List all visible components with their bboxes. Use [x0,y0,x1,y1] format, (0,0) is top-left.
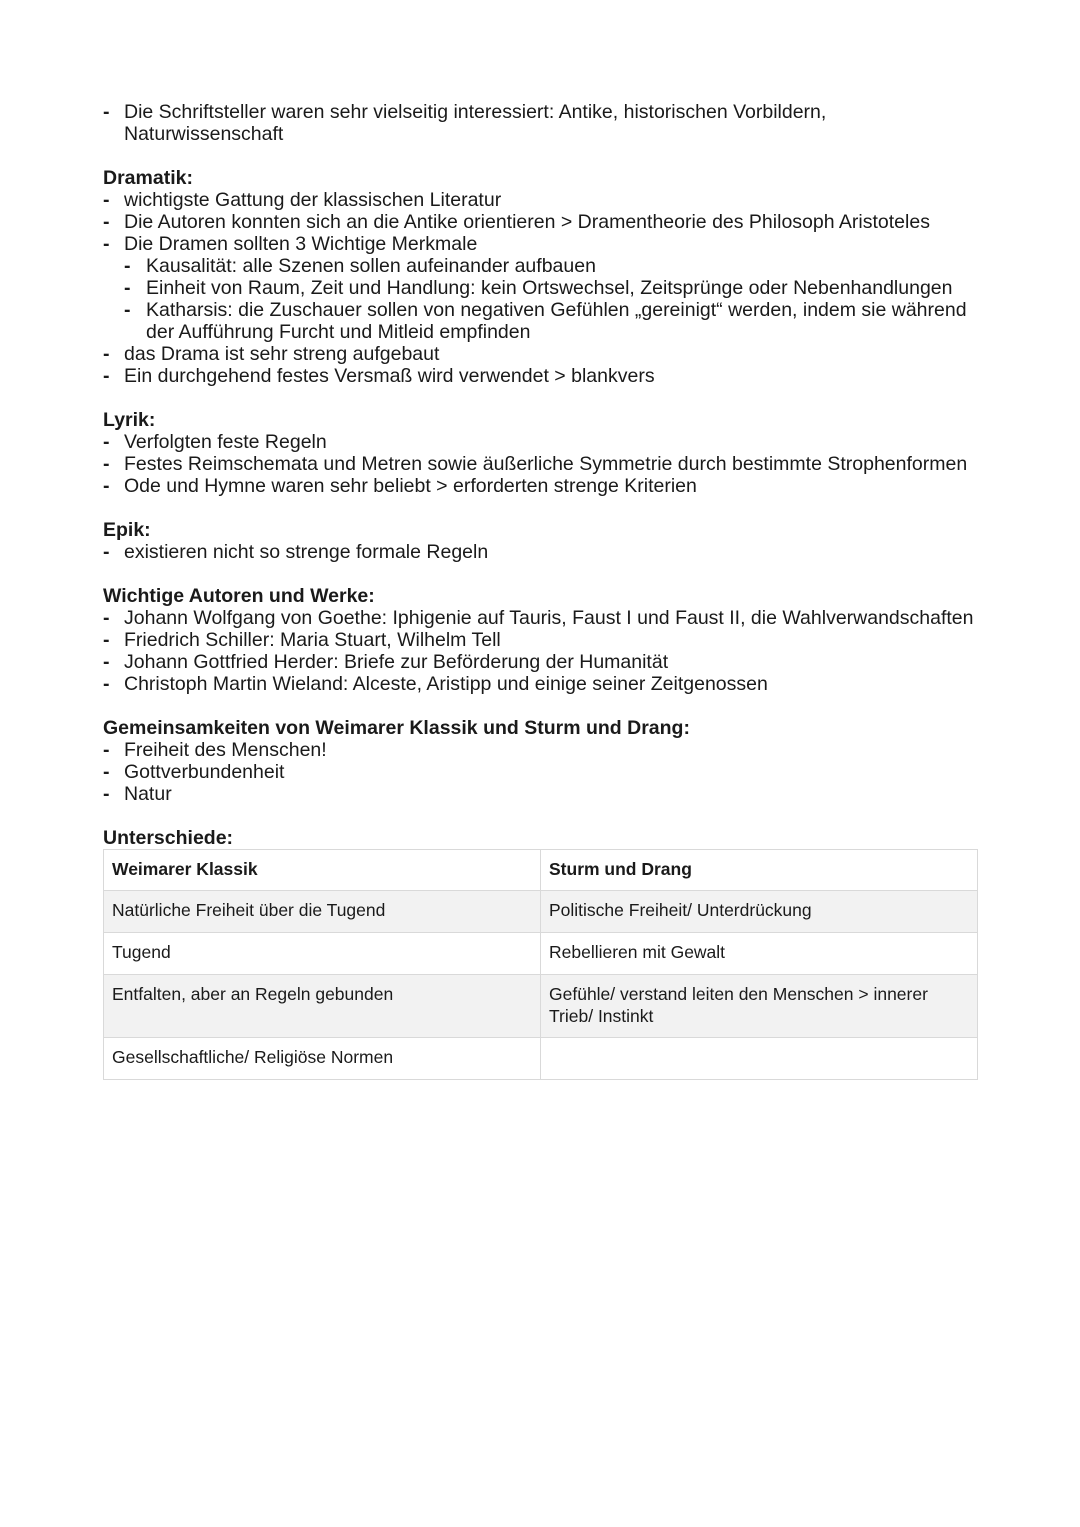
intro-list [103,101,983,145]
gemeinsamkeiten-list [103,739,983,805]
dramatik-list [103,189,983,387]
column-header: Weimarer Klassik [104,850,541,891]
list-item: - Christoph Martin Wieland: Alceste, Aristipp und einige seiner Zeitgenossen [103,673,983,695]
section-epik [103,519,983,563]
section-heading: Gemeinsamkeiten von Weimarer Klassik und Sturm und Drang: [103,717,690,739]
list-item: - Natur [103,783,983,805]
list-item: - Johann Wolfgang von Goethe: Iphigenie auf Tauris, Faust I und Faust II, die Wahlverwandschaften [103,607,983,629]
table-cell [541,1038,978,1080]
section-heading: Epik: [103,519,151,541]
list-item [103,233,983,343]
table-cell: Gesellschaftliche/ Religiöse Normen [104,1038,541,1080]
sublist-item: - Einheit von Raum, Zeit und Handlung: kein Ortswechsel, Zeitsprünge oder Nebenhandlungen [124,277,983,299]
list-item: - Festes Reimschemata und Metren sowie äußerliche Symmetrie durch bestimmte Strophenformen [103,453,983,475]
section-dramatik [103,167,983,387]
section-heading: Unterschiede: [103,827,234,849]
section-heading: Dramatik: [103,167,193,189]
epik-list [103,541,983,563]
table-row [104,1038,978,1080]
table-header-row [104,850,978,891]
table-row [104,933,978,975]
table-row [104,891,978,933]
section-lyrik [103,409,983,497]
table-cell: Entfalten, aber an Regeln gebunden [104,975,541,1038]
table-cell: Tugend [104,933,541,975]
dramatik-sublist [124,255,983,343]
autoren-list [103,607,983,695]
list-item-text: Die Dramen sollten 3 Wichtige Merkmale [124,233,478,255]
list-item: - Gottverbundenheit [103,761,983,783]
lyrik-list [103,431,983,497]
list-item: - existieren nicht so strenge formale Regeln [103,541,983,563]
list-item: - Freiheit des Menschen! [103,739,983,761]
section-heading: Lyrik: [103,409,156,431]
list-item: - wichtigste Gattung der klassischen Literatur [103,189,983,211]
section-heading: Wichtige Autoren und Werke: [103,585,375,607]
table-cell: Natürliche Freiheit über die Tugend [104,891,541,933]
sublist-item: - Kausalität: alle Szenen sollen aufeinander aufbauen [124,255,983,277]
table-cell: Politische Freiheit/ Unterdrückung [541,891,978,933]
list-item: - Verfolgten feste Regeln [103,431,983,453]
list-item: - das Drama ist sehr streng aufgebaut [103,343,983,365]
section-unterschiede [103,827,983,1080]
column-header: Sturm und Drang [541,850,978,891]
sublist-item: - Katharsis: die Zuschauer sollen von negativen Gefühlen „gereinigt“ werden, indem sie während der Aufführung Furcht und Mitleid empfinden [124,299,983,343]
table-row [104,975,978,1038]
table-cell: Gefühle/ verstand leiten den Menschen > innerer Trieb/ Instinkt [541,975,978,1038]
table-cell: Rebellieren mit Gewalt [541,933,978,975]
section-gemeinsamkeiten [103,717,983,805]
list-item: - Ode und Hymne waren sehr beliebt > erforderten strenge Kriterien [103,475,983,497]
list-item: - Die Autoren konnten sich an die Antike orientieren > Dramentheorie des Philosoph Aristoteles [103,211,983,233]
list-item: - Die Schriftsteller waren sehr vielseitig interessiert: Antike, historischen Vorbildern, Naturwissenschaft [103,101,983,145]
list-item: - Johann Gottfried Herder: Briefe zur Beförderung der Humanität [103,651,983,673]
list-item: - Ein durchgehend festes Versmaß wird verwendet > blankvers [103,365,983,387]
list-item: - Friedrich Schiller: Maria Stuart, Wilhelm Tell [103,629,983,651]
section-autoren [103,585,983,695]
comparison-table [103,849,978,1080]
document-page [103,101,983,1080]
